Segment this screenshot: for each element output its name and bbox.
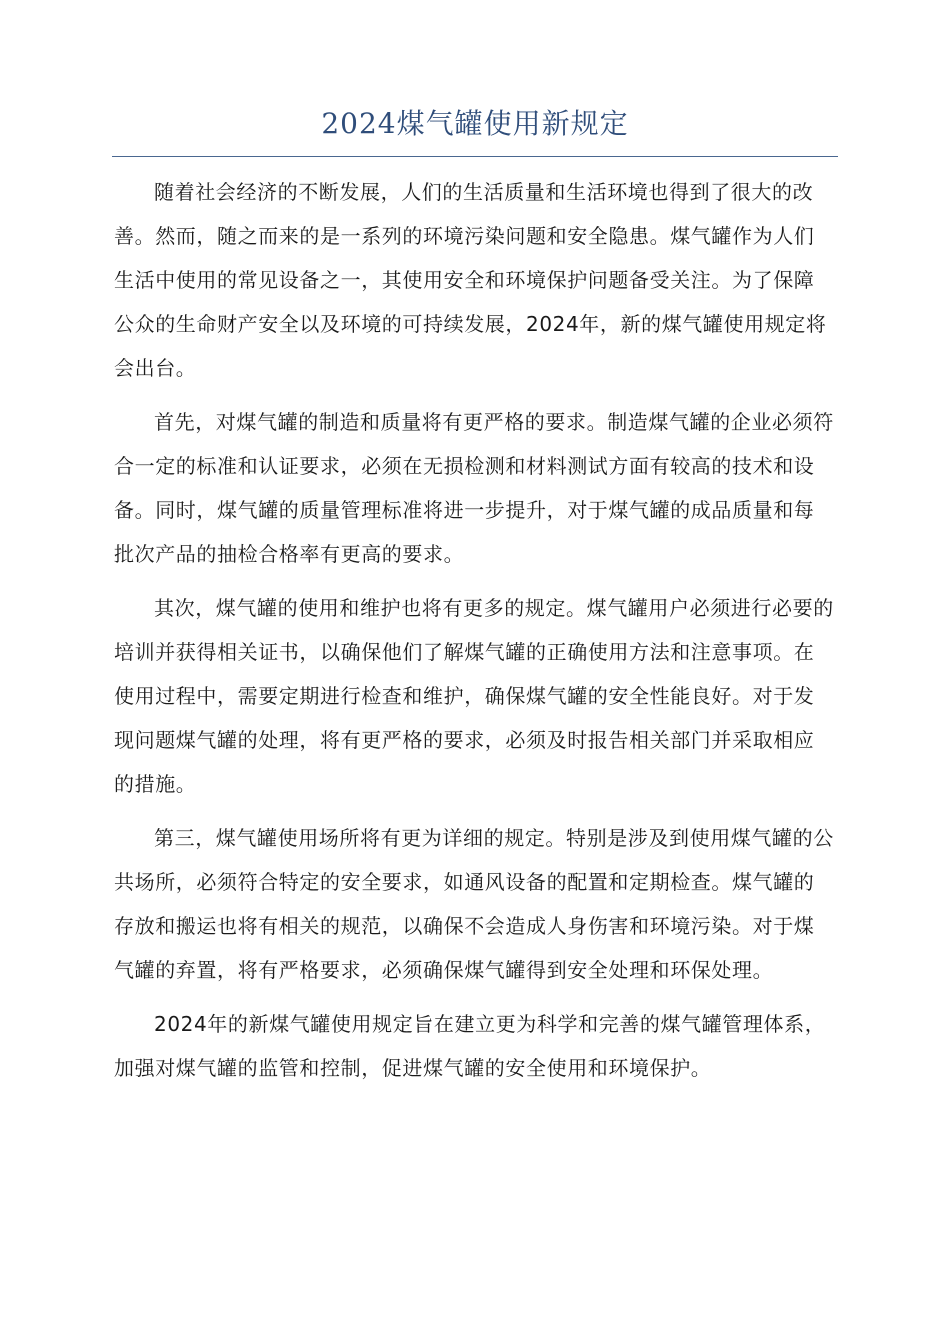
document-body [114,170,834,1100]
paragraph-usage-venues: 第三，煤气罐使用场所将有更为详细的规定。特别是涉及到使用煤气罐的公共场所，必须符合特定的安全要求，如通风设备的配置和定期检查。煤气罐的存放和搬运也将有相关的规范，以确保不会造成人身伤害和环境污染。对于煤气罐的弃置，将有严格要求，必须确保煤气罐得到安全处理和环保处理。 [114,826,834,982]
paragraph-usage-maintenance: 其次，煤气罐的使用和维护也将有更多的规定。煤气罐用户必须进行必要的培训并获得相关证书，以确保他们了解煤气罐的正确使用方法和注意事项。在使用过程中，需要定期进行检查和维护，确保煤气罐的安全性能良好。对于发现问题煤气罐的处理，将有更严格的要求，必须及时报告相关部门并采取相应的措施。 [114,596,834,796]
paragraph-manufacturing: 首先，对煤气罐的制造和质量将有更严格的要求。制造煤气罐的企业必须符合一定的标准和认证要求，必须在无损检测和材料测试方面有较高的技术和设备。同时，煤气罐的质量管理标准将进一步提升，对于煤气罐的成品质量和每批次产品的抽检合格率有更高的要求。 [114,410,834,566]
document-title: 2024煤气罐使用新规定 [321,107,629,140]
paragraph-intro: 随着社会经济的不断发展，人们的生活质量和生活环境也得到了很大的改善。然而，随之而来的是一系列的环境污染问题和安全隐患。煤气罐作为人们生活中使用的常见设备之一，其使用安全和环境保护问题备受关注。为了保障公众的生命财产安全以及环境的可持续发展，2024年，新的煤气罐使用规定将会出台。 [114,180,827,380]
paragraph-conclusion: 2024年的新煤气罐使用规定旨在建立更为科学和完善的煤气罐管理体系，加强对煤气罐的监管和控制，促进煤气罐的安全使用和环境保护。 [114,1012,826,1080]
title-underline [112,156,838,157]
